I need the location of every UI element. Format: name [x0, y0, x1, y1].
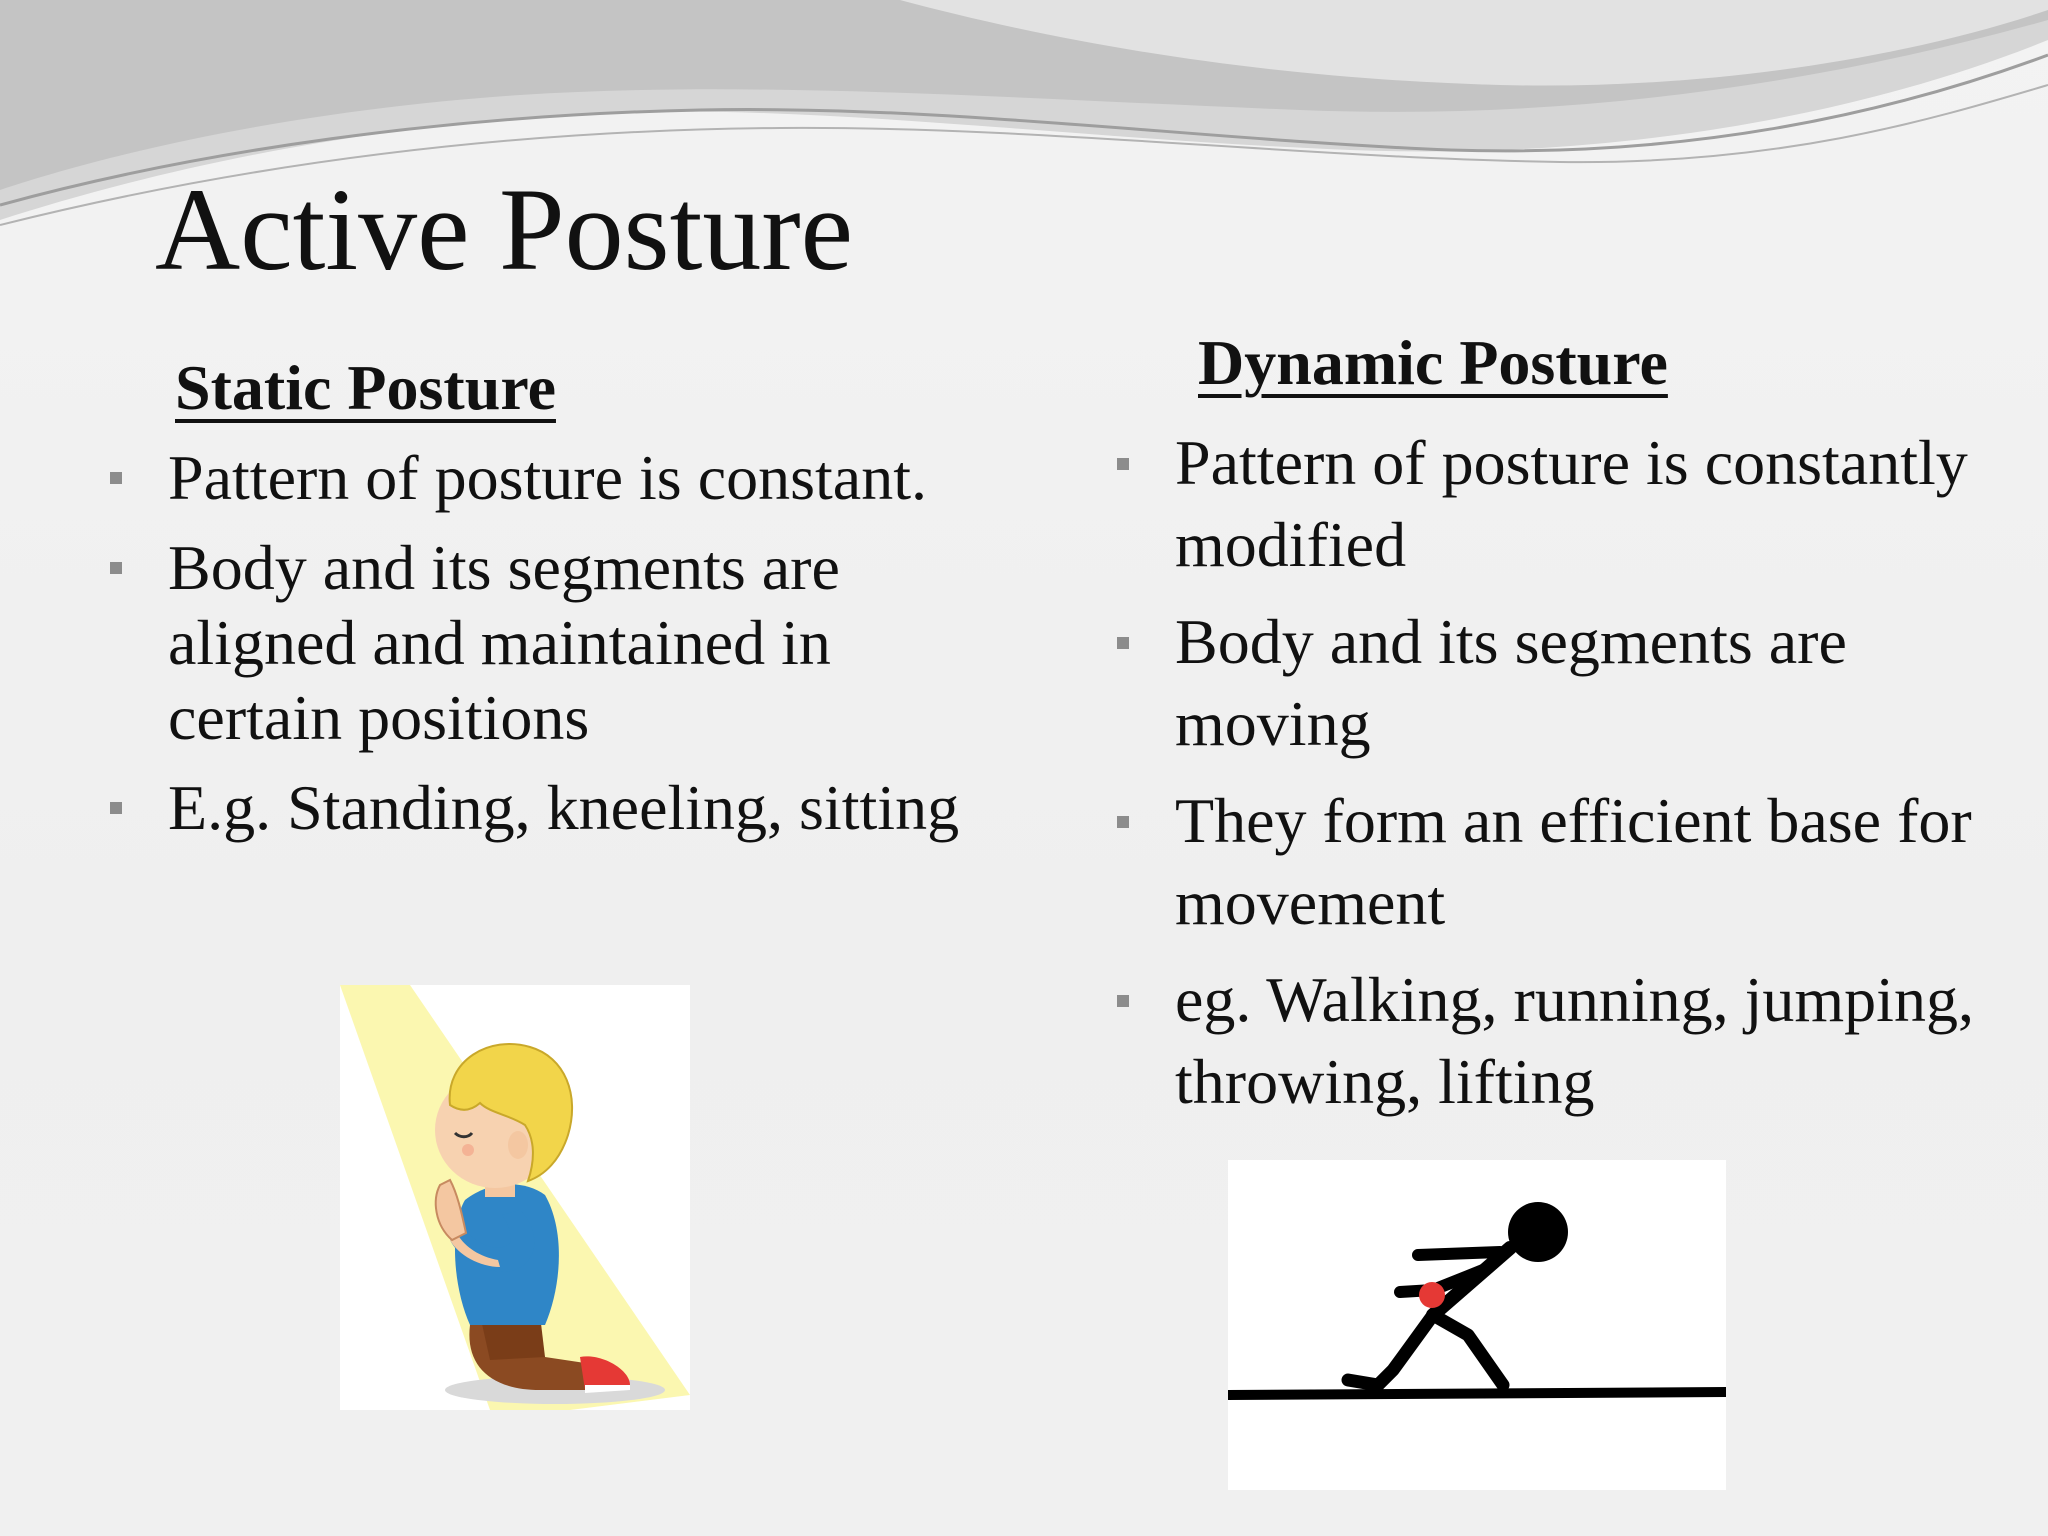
bullet-square-icon	[110, 472, 122, 484]
list-item-text: Pattern of posture is constant.	[168, 442, 927, 513]
list-item-text: Body and its segments are moving	[1175, 606, 1847, 759]
list-item	[110, 770, 1010, 845]
list-item	[110, 530, 1010, 755]
kneeling-child-image	[340, 985, 690, 1410]
list-item	[1117, 780, 1997, 944]
slide-title: Active Posture	[155, 164, 854, 295]
stick-figure-throwing-icon	[1228, 1160, 1726, 1490]
list-item-text: Pattern of posture is constantly modified	[1175, 427, 1968, 580]
bullet-square-icon	[1117, 458, 1129, 470]
dynamic-posture-heading: Dynamic Posture	[1198, 327, 1668, 398]
bullet-square-icon	[1117, 816, 1129, 828]
bullet-square-icon	[110, 562, 122, 574]
list-item	[1117, 959, 1997, 1123]
kneeling-praying-child-icon	[340, 985, 690, 1410]
bullet-square-icon	[110, 802, 122, 814]
stick-figure-image	[1228, 1160, 1726, 1490]
bullet-square-icon	[1117, 995, 1129, 1007]
list-item	[1117, 601, 1997, 765]
list-item-text: eg. Walking, running, jumping, throwing, lifting	[1175, 964, 1974, 1117]
list-item	[110, 440, 1010, 515]
list-item	[1117, 422, 1997, 586]
dynamic-posture-list	[1117, 422, 1997, 1138]
static-posture-heading: Static Posture	[175, 352, 556, 423]
list-item-text: They form an efficient base for movement	[1175, 785, 1972, 938]
static-posture-list	[110, 440, 1010, 860]
list-item-text: Body and its segments are aligned and maintained in certain positions	[168, 532, 840, 753]
bullet-square-icon	[1117, 637, 1129, 649]
list-item-text: E.g. Standing, kneeling, sitting	[168, 772, 960, 843]
